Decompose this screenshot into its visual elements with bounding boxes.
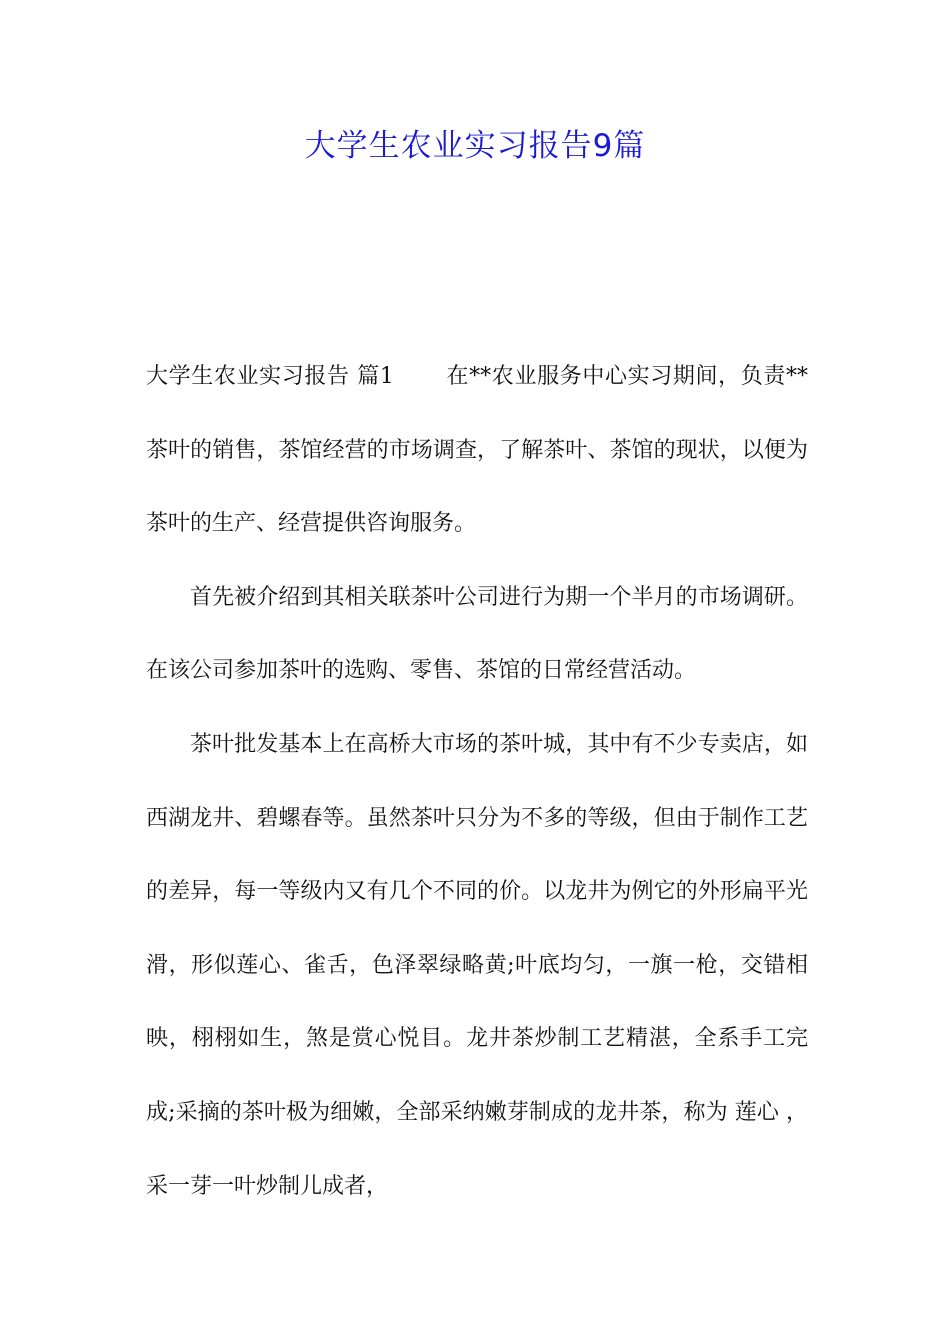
paragraph-1-text: 在**农业服务中心实习期间，负责**茶叶的销售，茶馆经营的市场调查，了解茶叶、茶馆的现状，以便为茶叶的生产、经营提供咨询服务。: [146, 364, 808, 537]
paragraph-2: 首先被介绍到其相关联茶叶公司进行为期一个半月的市场调研。在该公司参加茶叶的选购、零售、茶馆的日常经营活动。: [146, 584, 808, 684]
paragraph-3: 茶叶批发基本上在高桥大市场的茶叶城，其中有不少专卖店，如西湖龙井、碧螺春等。虽然茶叶只分为不多的等级，但由于制作工艺的差异，每一等级内又有几个不同的价。以龙井为例它的外形扁平光滑，形似莲心、雀舌，色泽翠绿略黄;叶底均匀，一旗一枪，交错相映，栩栩如生，煞是赏心悦目。龙井茶炒制工艺精湛，全系手工完成;采摘的茶叶极为细嫩，全部采纳嫩芽制成的龙井茶，称为 莲心 ，采一芽一叶炒制儿成者，: [146, 731, 808, 1199]
section-heading: 大学生农业实习报告 篇1: [146, 364, 394, 389]
document-body: [146, 340, 808, 1223]
paragraph-1: [146, 340, 808, 561]
document-title: 大学生农业实习报告9篇: [304, 128, 646, 164]
